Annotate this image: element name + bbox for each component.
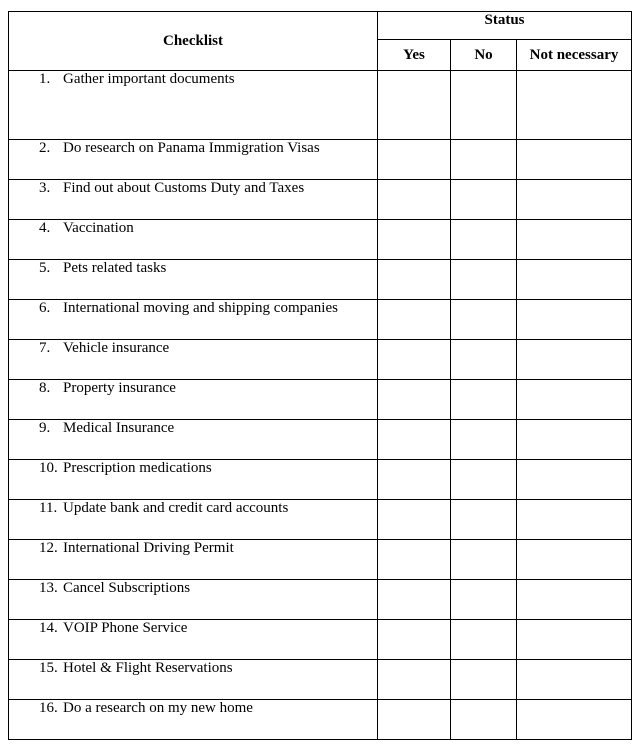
- item-number: 8.: [39, 380, 51, 396]
- item-number: 16.: [39, 700, 58, 716]
- status-yes-cell[interactable]: [378, 140, 451, 180]
- checklist-item: [9, 420, 378, 460]
- status-no-cell[interactable]: [451, 220, 517, 260]
- status-yes-cell[interactable]: [378, 71, 451, 140]
- checklist-item: [9, 260, 378, 300]
- checklist-item: [9, 580, 378, 620]
- status-no-cell[interactable]: [451, 300, 517, 340]
- status-yes-cell[interactable]: [378, 500, 451, 540]
- table-row: [9, 140, 632, 180]
- item-number: 15.: [39, 660, 58, 676]
- table-row: [9, 460, 632, 500]
- status-not-necessary-cell[interactable]: [517, 460, 632, 500]
- item-number: 12.: [39, 540, 58, 556]
- status-no-cell[interactable]: [451, 460, 517, 500]
- status-not-necessary-cell[interactable]: [517, 420, 632, 460]
- table-row: [9, 500, 632, 540]
- status-no-cell[interactable]: [451, 620, 517, 660]
- item-text: Cancel Subscriptions: [63, 580, 191, 596]
- checklist-item: [9, 500, 378, 540]
- status-no-cell[interactable]: [451, 540, 517, 580]
- status-no-cell[interactable]: [451, 500, 517, 540]
- status-no-cell[interactable]: [451, 660, 517, 700]
- item-text: Property insurance: [63, 380, 176, 396]
- status-not-necessary-cell[interactable]: [517, 500, 632, 540]
- item-number: 2.: [39, 140, 51, 156]
- item-text: Prescription medications: [63, 460, 212, 476]
- table-row: [9, 540, 632, 580]
- table-row: [9, 260, 632, 300]
- status-no-cell[interactable]: [451, 700, 517, 740]
- item-number: 9.: [39, 420, 51, 436]
- item-number: 3.: [39, 180, 51, 196]
- status-yes-cell[interactable]: [378, 340, 451, 380]
- checklist-item: [9, 140, 378, 180]
- header-no: No: [451, 40, 517, 71]
- status-yes-cell[interactable]: [378, 220, 451, 260]
- status-yes-cell[interactable]: [378, 380, 451, 420]
- item-number: 13.: [39, 580, 58, 596]
- status-yes-cell[interactable]: [378, 420, 451, 460]
- status-not-necessary-cell[interactable]: [517, 620, 632, 660]
- item-number: 10.: [39, 460, 58, 476]
- header-status: Status: [378, 12, 632, 40]
- checklist-table: [8, 11, 632, 740]
- checklist-item: [9, 220, 378, 260]
- status-not-necessary-cell[interactable]: [517, 180, 632, 220]
- table-row: [9, 340, 632, 380]
- item-text: Gather important documents: [63, 71, 235, 87]
- item-number: 7.: [39, 340, 51, 356]
- header-not-necessary: Not necessary: [517, 40, 632, 71]
- status-yes-cell[interactable]: [378, 660, 451, 700]
- status-yes-cell[interactable]: [378, 260, 451, 300]
- status-yes-cell[interactable]: [378, 580, 451, 620]
- header-checklist: Checklist: [9, 12, 378, 71]
- checklist-item: [9, 380, 378, 420]
- item-text: Find out about Customs Duty and Taxes: [63, 180, 305, 196]
- status-no-cell[interactable]: [451, 420, 517, 460]
- status-not-necessary-cell[interactable]: [517, 540, 632, 580]
- status-no-cell[interactable]: [451, 380, 517, 420]
- item-number: 4.: [39, 220, 51, 236]
- table-row: [9, 580, 632, 620]
- checklist-item: [9, 620, 378, 660]
- status-no-cell[interactable]: [451, 140, 517, 180]
- status-yes-cell[interactable]: [378, 460, 451, 500]
- item-number: 5.: [39, 260, 51, 276]
- item-text: Hotel & Flight Reservations: [63, 660, 233, 676]
- table-row: [9, 700, 632, 740]
- status-no-cell[interactable]: [451, 180, 517, 220]
- item-number: 1.: [39, 71, 51, 87]
- status-not-necessary-cell[interactable]: [517, 580, 632, 620]
- checklist-item: [9, 660, 378, 700]
- table-row: [9, 180, 632, 220]
- status-not-necessary-cell[interactable]: [517, 660, 632, 700]
- status-yes-cell[interactable]: [378, 700, 451, 740]
- item-text: International Driving Permit: [63, 540, 234, 556]
- status-no-cell[interactable]: [451, 580, 517, 620]
- checklist-item: [9, 71, 378, 140]
- checklist-item: [9, 180, 378, 220]
- status-yes-cell[interactable]: [378, 620, 451, 660]
- status-not-necessary-cell[interactable]: [517, 220, 632, 260]
- status-no-cell[interactable]: [451, 71, 517, 140]
- table-row: [9, 220, 632, 260]
- checklist-item: [9, 340, 378, 380]
- item-text: Medical Insurance: [63, 420, 175, 436]
- item-number: 11.: [39, 500, 58, 516]
- status-not-necessary-cell[interactable]: [517, 300, 632, 340]
- table-row: [9, 660, 632, 700]
- status-yes-cell[interactable]: [378, 300, 451, 340]
- checklist-item: [9, 460, 378, 500]
- table-row: [9, 420, 632, 460]
- item-text: Vaccination: [63, 220, 134, 236]
- header-yes: Yes: [378, 40, 451, 71]
- item-text: International moving and shipping companies: [63, 300, 338, 316]
- status-not-necessary-cell[interactable]: [517, 140, 632, 180]
- status-yes-cell[interactable]: [378, 540, 451, 580]
- status-not-necessary-cell[interactable]: [517, 260, 632, 300]
- status-yes-cell[interactable]: [378, 180, 451, 220]
- table-row: [9, 380, 632, 420]
- status-not-necessary-cell[interactable]: [517, 700, 632, 740]
- table-row: [9, 620, 632, 660]
- checklist-item: [9, 700, 378, 740]
- status-no-cell[interactable]: [451, 340, 517, 380]
- item-text: VOIP Phone Service: [63, 620, 188, 636]
- checklist-item: [9, 540, 378, 580]
- item-text: Do research on Panama Immigration Visas: [63, 140, 320, 156]
- item-number: 14.: [39, 620, 58, 636]
- status-no-cell[interactable]: [451, 260, 517, 300]
- item-text: Update bank and credit card accounts: [63, 500, 289, 516]
- table-row: [9, 71, 632, 140]
- table-row: [9, 300, 632, 340]
- status-not-necessary-cell[interactable]: [517, 380, 632, 420]
- item-number: 6.: [39, 300, 51, 316]
- checklist-item: [9, 300, 378, 340]
- item-text: Pets related tasks: [63, 260, 167, 276]
- status-not-necessary-cell[interactable]: [517, 71, 632, 140]
- status-not-necessary-cell[interactable]: [517, 340, 632, 380]
- item-text: Do a research on my new home: [63, 700, 253, 716]
- item-text: Vehicle insurance: [63, 340, 170, 356]
